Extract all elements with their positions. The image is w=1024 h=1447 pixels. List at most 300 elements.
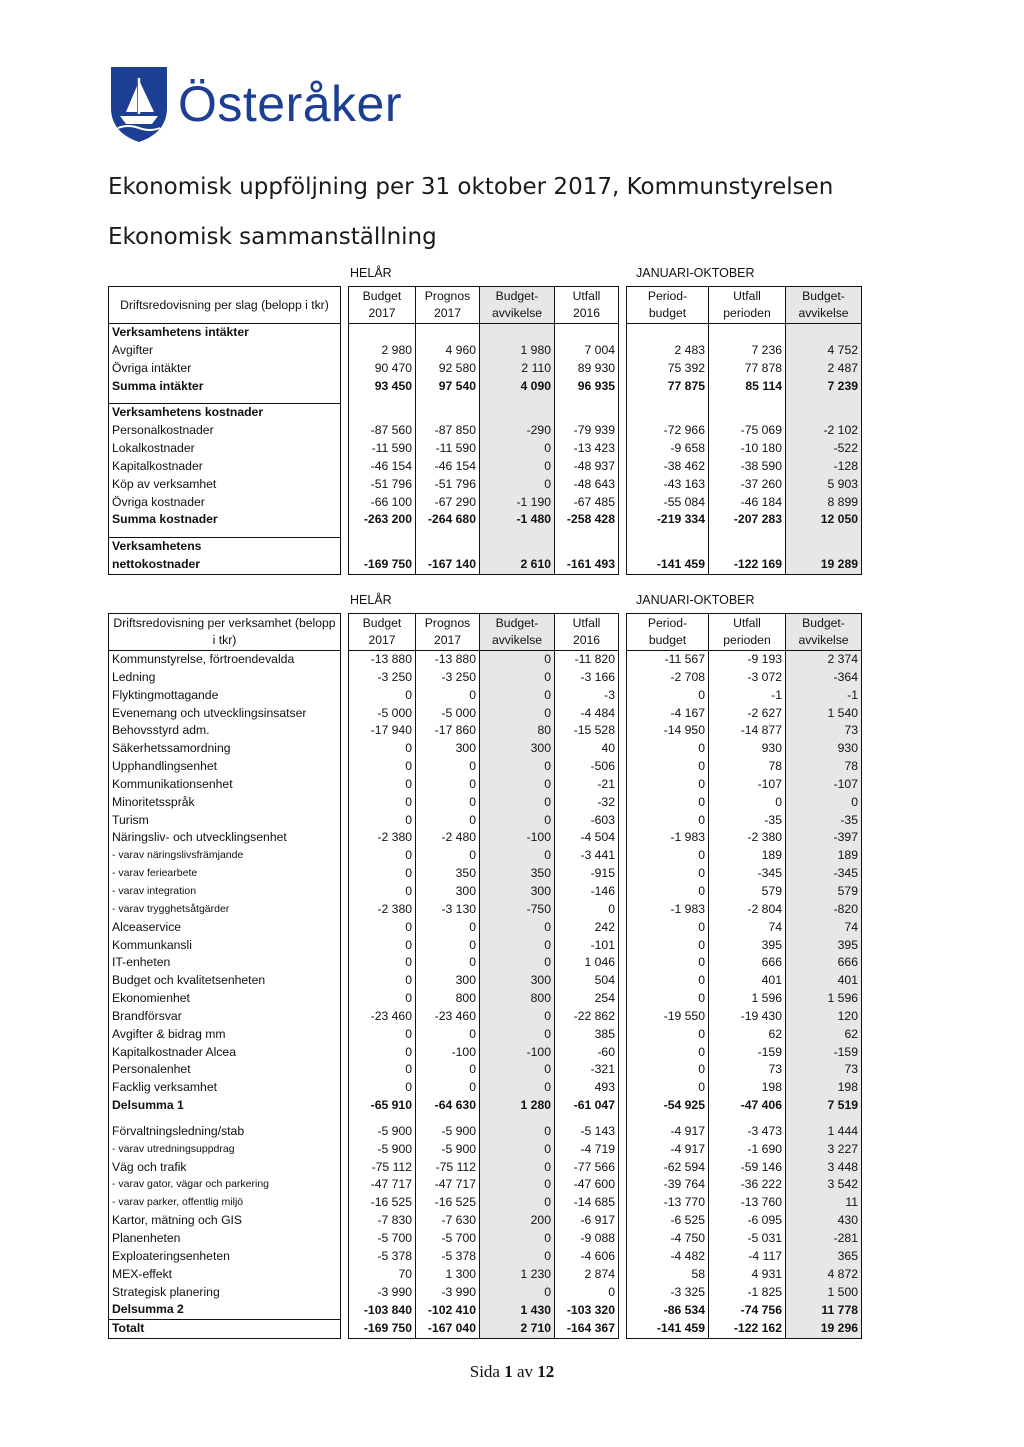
cell-value: 2 487 — [786, 360, 862, 378]
header-col: Utfall perioden — [709, 614, 786, 651]
cell-value: -167 040 — [416, 1320, 480, 1339]
row-label: - varav integration — [109, 883, 341, 901]
row-label — [109, 395, 341, 404]
cell-value: 85 114 — [709, 378, 786, 396]
cell-value: 0 — [709, 794, 786, 812]
cell-value: 0 — [627, 776, 709, 794]
cell-value: -345 — [786, 865, 862, 883]
cell-value: -37 260 — [709, 476, 786, 494]
cell-value: 0 — [480, 705, 555, 723]
cell-value: -3 473 — [709, 1123, 786, 1141]
cell-value: -54 925 — [627, 1097, 709, 1115]
cell-value: -5 378 — [349, 1248, 416, 1266]
cell-value: -46 154 — [416, 458, 480, 476]
row-label: Budget och kvalitetsenheten — [109, 972, 341, 990]
cell-value: -7 830 — [349, 1212, 416, 1230]
cell-value: -4 606 — [555, 1248, 619, 1266]
table-row — [109, 972, 862, 990]
header-col: Budget-avvikelse — [480, 287, 555, 324]
cell-value: -141 459 — [627, 556, 709, 574]
period-label-2: JANUARI-OKTOBER — [636, 593, 755, 607]
cell-value — [786, 404, 862, 422]
cell-value: 58 — [627, 1266, 709, 1284]
cell-value — [555, 395, 619, 404]
cell-value: -1 480 — [480, 511, 555, 529]
cell-value: -5 700 — [416, 1230, 480, 1248]
cell-value: -13 760 — [709, 1194, 786, 1212]
cell-value: -47 717 — [416, 1176, 480, 1194]
cell-value: 11 778 — [786, 1301, 862, 1319]
cell-value: -141 459 — [627, 1320, 709, 1339]
cell-value: -6 525 — [627, 1212, 709, 1230]
cell-value: 0 — [480, 776, 555, 794]
table-row — [109, 529, 862, 538]
cell-value: 395 — [709, 937, 786, 955]
cell-value: 198 — [709, 1079, 786, 1097]
cell-value: 1 046 — [555, 954, 619, 972]
cell-value — [627, 324, 709, 342]
row-label: Alceaservice — [109, 919, 341, 937]
row-label: Summa kostnader — [109, 511, 341, 529]
cell-value: -7 630 — [416, 1212, 480, 1230]
cell-value: 930 — [786, 740, 862, 758]
cell-value: 0 — [627, 812, 709, 830]
cell-value: -3 072 — [709, 669, 786, 687]
table-row — [109, 865, 862, 883]
cell-value: 2 483 — [627, 342, 709, 360]
cell-value: -5 900 — [349, 1141, 416, 1159]
cell-value: 0 — [627, 794, 709, 812]
table-row — [109, 1212, 862, 1230]
cell-value: -4 504 — [555, 829, 619, 847]
cell-value — [786, 324, 862, 342]
cell-value: -820 — [786, 901, 862, 919]
cell-value: 0 — [786, 794, 862, 812]
cell-value: 5 903 — [786, 476, 862, 494]
header-col: Budget 2017 — [349, 614, 416, 651]
cell-value: 0 — [349, 776, 416, 794]
full-year-label-2: HELÅR — [350, 593, 392, 607]
footer-page: 1 — [504, 1362, 513, 1381]
cell-value: -5 900 — [349, 1123, 416, 1141]
cell-value: 0 — [480, 919, 555, 937]
cell-value: 0 — [349, 919, 416, 937]
row-label: Totalt — [109, 1320, 341, 1339]
table-row — [109, 758, 862, 776]
cell-value — [627, 529, 709, 538]
row-label: Evenemang och utvecklingsinsatser — [109, 705, 341, 723]
cell-value: -2 480 — [416, 829, 480, 847]
table-row — [109, 847, 862, 865]
cell-value: 0 — [480, 476, 555, 494]
cell-value: 385 — [555, 1026, 619, 1044]
cell-value: 80 — [480, 722, 555, 740]
cell-value: -2 102 — [786, 422, 862, 440]
cell-value: 0 — [349, 758, 416, 776]
cell-value: 800 — [480, 990, 555, 1008]
table-row — [109, 1320, 862, 1339]
cell-value: 0 — [480, 847, 555, 865]
cell-value — [709, 404, 786, 422]
cell-value: -51 796 — [416, 476, 480, 494]
cell-value: -9 658 — [627, 440, 709, 458]
cell-value: 0 — [349, 972, 416, 990]
table-row — [109, 794, 862, 812]
cell-value: 300 — [480, 740, 555, 758]
table-row — [109, 776, 862, 794]
row-label: Verksamhetens intäkter — [109, 324, 341, 342]
cell-value: 579 — [709, 883, 786, 901]
table-row — [109, 1176, 862, 1194]
cell-value: 198 — [786, 1079, 862, 1097]
row-label: - varav trygghetsåtgärder — [109, 901, 341, 919]
cell-value: 1 230 — [480, 1266, 555, 1284]
cell-value: 0 — [627, 1044, 709, 1062]
row-label: Flyktingmottagande — [109, 687, 341, 705]
cell-value: 120 — [786, 1008, 862, 1026]
row-label: Kommunstyrelse, förtroendevalda — [109, 651, 341, 669]
footer-middle: av — [516, 1362, 534, 1381]
cell-value: 0 — [627, 740, 709, 758]
cell-value: 0 — [480, 758, 555, 776]
cell-value: -3 441 — [555, 847, 619, 865]
cell-value: -159 — [709, 1044, 786, 1062]
row-label: Summa intäkter — [109, 378, 341, 396]
cell-value: -19 430 — [709, 1008, 786, 1026]
table-row — [109, 538, 862, 556]
cell-value: 0 — [349, 687, 416, 705]
cell-value: -17 940 — [349, 722, 416, 740]
row-label: Facklig verksamhet — [109, 1079, 341, 1097]
cell-value: -103 320 — [555, 1301, 619, 1319]
cell-value: -9 088 — [555, 1230, 619, 1248]
cell-value: -5 031 — [709, 1230, 786, 1248]
cell-value: 800 — [416, 990, 480, 1008]
cell-value: -5 378 — [416, 1248, 480, 1266]
table-row — [109, 1123, 862, 1141]
cell-value: -101 — [555, 937, 619, 955]
table-row — [109, 1044, 862, 1062]
row-label: MEX-effekt — [109, 1266, 341, 1284]
cell-value: -2 627 — [709, 705, 786, 723]
cell-value — [416, 404, 480, 422]
cell-value: 0 — [416, 1061, 480, 1079]
header-col: Budget-avvikelse — [786, 614, 862, 651]
table-row — [109, 476, 862, 494]
cell-value: -4 917 — [627, 1141, 709, 1159]
cell-value: -100 — [480, 1044, 555, 1062]
cell-value: -3 990 — [416, 1284, 480, 1302]
cell-value: 430 — [786, 1212, 862, 1230]
cell-value: 300 — [480, 972, 555, 990]
cell-value — [627, 404, 709, 422]
table-row — [109, 1159, 862, 1177]
cell-value — [480, 529, 555, 538]
cell-value — [786, 529, 862, 538]
cell-value: 0 — [627, 1079, 709, 1097]
cell-value: 11 — [786, 1194, 862, 1212]
cell-value: 2 110 — [480, 360, 555, 378]
cell-value: -3 — [555, 687, 619, 705]
cell-value: 0 — [416, 1026, 480, 1044]
cell-value: 0 — [627, 1026, 709, 1044]
cell-value: -13 770 — [627, 1194, 709, 1212]
cell-value: -5 900 — [416, 1141, 480, 1159]
cell-value: -2 708 — [627, 669, 709, 687]
header-col: Prognos 2017 — [416, 287, 480, 324]
row-label: Väg och trafik — [109, 1159, 341, 1177]
cell-value: -522 — [786, 440, 862, 458]
cell-value: 0 — [416, 776, 480, 794]
table-row — [109, 722, 862, 740]
cell-value: -2 380 — [349, 901, 416, 919]
cell-value: -19 550 — [627, 1008, 709, 1026]
cell-value: -11 590 — [416, 440, 480, 458]
cell-value: 0 — [349, 740, 416, 758]
cell-value: -47 406 — [709, 1097, 786, 1115]
cell-value: -167 140 — [416, 556, 480, 574]
cell-value: -17 860 — [416, 722, 480, 740]
table-row — [109, 1248, 862, 1266]
cell-value: -38 462 — [627, 458, 709, 476]
cell-value: -75 069 — [709, 422, 786, 440]
cell-value — [709, 529, 786, 538]
cell-value: 70 — [349, 1266, 416, 1284]
cell-value: -67 290 — [416, 494, 480, 512]
cell-value: 0 — [480, 1248, 555, 1266]
cell-value: -4 484 — [555, 705, 619, 723]
cell-value: -77 566 — [555, 1159, 619, 1177]
cell-value: 0 — [480, 1176, 555, 1194]
footer-prefix: Sida — [469, 1362, 500, 1381]
row-label: - varav gator, vägar och parkering — [109, 1176, 341, 1194]
table-row — [109, 494, 862, 512]
cell-value: -10 180 — [709, 440, 786, 458]
cell-value: -1 690 — [709, 1141, 786, 1159]
cell-value: -87 560 — [349, 422, 416, 440]
cell-value: -4 482 — [627, 1248, 709, 1266]
cell-value: -5 700 — [349, 1230, 416, 1248]
cell-value: 0 — [480, 687, 555, 705]
cell-value: -345 — [709, 865, 786, 883]
cell-value — [349, 404, 416, 422]
cell-value: -35 — [786, 812, 862, 830]
document-subtitle: Ekonomisk sammanställning — [108, 224, 437, 250]
cell-value: 1 596 — [709, 990, 786, 1008]
cell-value: 62 — [709, 1026, 786, 1044]
cell-value: -11 820 — [555, 651, 619, 669]
cell-value: 78 — [709, 758, 786, 776]
cell-value: 666 — [709, 954, 786, 972]
row-label: - varav parker, offentlig miljö — [109, 1194, 341, 1212]
header-col: Utfall perioden — [709, 287, 786, 324]
cell-value: -5 000 — [349, 705, 416, 723]
cell-value: -1 983 — [627, 901, 709, 919]
cell-value: 401 — [786, 972, 862, 990]
table-row — [109, 812, 862, 830]
cell-value: -36 222 — [709, 1176, 786, 1194]
cell-value: 504 — [555, 972, 619, 990]
table-row — [109, 883, 862, 901]
cell-value: 2 980 — [349, 342, 416, 360]
cell-value: 4 960 — [416, 342, 480, 360]
cell-value: 74 — [786, 919, 862, 937]
cell-value: 0 — [480, 651, 555, 669]
row-label: Personalkostnader — [109, 422, 341, 440]
table-row — [109, 378, 862, 396]
cell-value: 0 — [627, 954, 709, 972]
cell-value — [709, 538, 786, 556]
table-row — [109, 395, 862, 404]
cell-value: 0 — [480, 1159, 555, 1177]
cell-value: 0 — [627, 847, 709, 865]
full-year-label-1: HELÅR — [350, 266, 392, 280]
cell-value: 8 899 — [786, 494, 862, 512]
cell-value: -3 250 — [416, 669, 480, 687]
header-col: Prognos 2017 — [416, 614, 480, 651]
cell-value: 0 — [349, 1044, 416, 1062]
cell-value: -67 485 — [555, 494, 619, 512]
cell-value: 0 — [349, 1061, 416, 1079]
cell-value — [416, 324, 480, 342]
cell-value: -38 590 — [709, 458, 786, 476]
cell-value: -164 367 — [555, 1320, 619, 1339]
row-label: Verksamhetens kostnader — [109, 404, 341, 422]
row-label: - varav feriearbete — [109, 865, 341, 883]
cell-value: 0 — [349, 812, 416, 830]
cell-value: 0 — [416, 687, 480, 705]
row-label: Avgifter & bidrag mm — [109, 1026, 341, 1044]
cell-value: 0 — [349, 937, 416, 955]
cell-value — [349, 395, 416, 404]
cell-value: -74 756 — [709, 1301, 786, 1319]
cell-value: 0 — [416, 919, 480, 937]
cell-value — [555, 538, 619, 556]
cell-value: 0 — [480, 1061, 555, 1079]
cell-value: -161 493 — [555, 556, 619, 574]
cell-value: 0 — [555, 1284, 619, 1302]
logo-text: Österåker — [178, 76, 403, 132]
row-label: Strategisk planering — [109, 1284, 341, 1302]
row-label: Ledning — [109, 669, 341, 687]
table-row — [109, 919, 862, 937]
table-row — [109, 360, 862, 378]
row-label: Delsumma 1 — [109, 1097, 341, 1115]
cell-value: 1 540 — [786, 705, 862, 723]
row-label: Personalenhet — [109, 1061, 341, 1079]
cell-value: -5 900 — [416, 1123, 480, 1141]
cell-value: -72 966 — [627, 422, 709, 440]
table-row — [109, 1284, 862, 1302]
cell-value — [627, 395, 709, 404]
table-row — [109, 458, 862, 476]
cell-value: -75 112 — [416, 1159, 480, 1177]
cell-value: 930 — [709, 740, 786, 758]
table-row — [109, 937, 862, 955]
row-label: Förvaltningsledning/stab — [109, 1123, 341, 1141]
cell-value: -1 190 — [480, 494, 555, 512]
table-row — [109, 1301, 862, 1319]
cell-value: 0 — [480, 954, 555, 972]
table-row — [109, 422, 862, 440]
cell-value: 0 — [627, 972, 709, 990]
table-row — [109, 1194, 862, 1212]
table-row — [109, 1008, 862, 1026]
cell-value: -207 283 — [709, 511, 786, 529]
cell-value — [786, 395, 862, 404]
header-col: Budget-avvikelse — [480, 614, 555, 651]
cell-value — [480, 324, 555, 342]
cell-value: -1 825 — [709, 1284, 786, 1302]
cell-value: -79 939 — [555, 422, 619, 440]
cell-value: -4 167 — [627, 705, 709, 723]
cell-value: 96 935 — [555, 378, 619, 396]
cell-value — [627, 538, 709, 556]
row-label: Brandförsvar — [109, 1008, 341, 1026]
cell-value — [349, 529, 416, 538]
cell-value — [709, 1115, 786, 1123]
row-label: Turism — [109, 812, 341, 830]
cell-value: 0 — [349, 1026, 416, 1044]
cell-value: 189 — [709, 847, 786, 865]
row-label: Avgifter — [109, 342, 341, 360]
cell-value: 0 — [480, 812, 555, 830]
cell-value: 1 500 — [786, 1284, 862, 1302]
cell-value — [480, 1115, 555, 1123]
row-label: Övriga kostnader — [109, 494, 341, 512]
cell-value: 0 — [349, 865, 416, 883]
row-label — [109, 529, 341, 538]
activity-table — [108, 613, 862, 1339]
document-title: Ekonomisk uppföljning per 31 oktober 2017, Kommunstyrelsen — [108, 174, 834, 200]
cell-value: 0 — [627, 687, 709, 705]
cell-value: -51 796 — [349, 476, 416, 494]
cell-value: 0 — [627, 937, 709, 955]
cell-value: -100 — [416, 1044, 480, 1062]
table-row — [109, 669, 862, 687]
row-label: IT-enheten — [109, 954, 341, 972]
table-row — [109, 1061, 862, 1079]
cell-value — [709, 395, 786, 404]
cell-value: 0 — [627, 883, 709, 901]
row-label: Övriga intäkter — [109, 360, 341, 378]
cell-value: 62 — [786, 1026, 862, 1044]
row-label: Kartor, mätning och GIS — [109, 1212, 341, 1230]
cell-value: 93 450 — [349, 378, 416, 396]
cell-value: 77 878 — [709, 360, 786, 378]
table-row — [109, 829, 862, 847]
cell-value: 3 227 — [786, 1141, 862, 1159]
table-row — [109, 705, 862, 723]
cell-value: 0 — [480, 669, 555, 687]
cell-value: 12 050 — [786, 511, 862, 529]
cell-value: 1 300 — [416, 1266, 480, 1284]
row-label: Verksamhetens — [109, 538, 341, 556]
cell-value: 189 — [786, 847, 862, 865]
cell-value: -506 — [555, 758, 619, 776]
cell-value: 0 — [480, 937, 555, 955]
cell-value: -65 910 — [349, 1097, 416, 1115]
header-col: Utfall 2016 — [555, 614, 619, 651]
cell-value: -11 590 — [349, 440, 416, 458]
cell-value: -59 146 — [709, 1159, 786, 1177]
cell-value: 0 — [480, 1284, 555, 1302]
cell-value: -46 184 — [709, 494, 786, 512]
cell-value: 401 — [709, 972, 786, 990]
cell-value: -4 917 — [627, 1123, 709, 1141]
cell-value: 0 — [480, 1230, 555, 1248]
cell-value: 0 — [416, 758, 480, 776]
